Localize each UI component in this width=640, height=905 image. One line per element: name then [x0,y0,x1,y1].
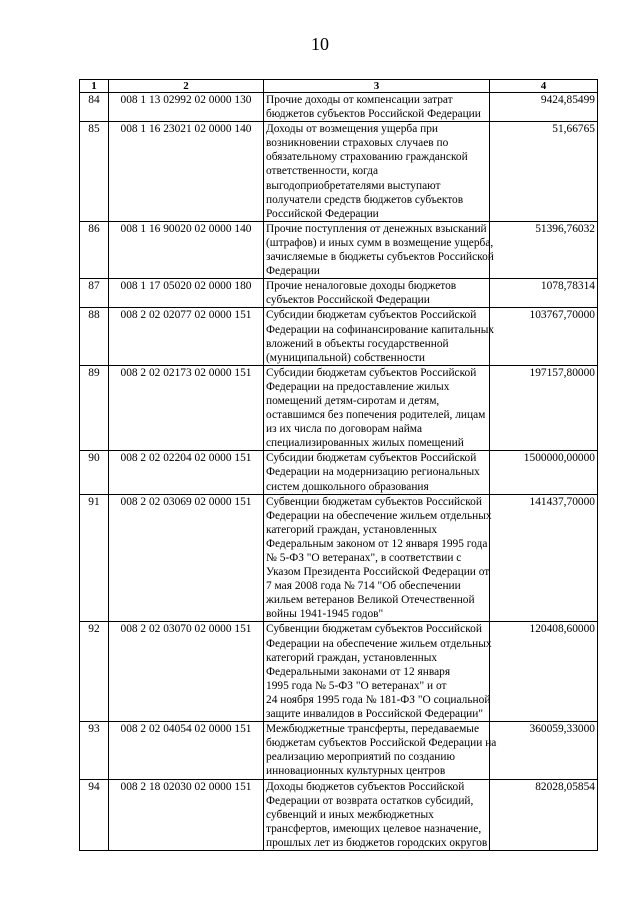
column-header-number: 1 [80,80,109,93]
amount: 1078,78314 [490,279,598,308]
description-line: Субсидии бюджетам субъектов Российской [266,366,477,379]
revenue-description [264,93,490,122]
table-body [80,93,598,851]
revenue-table [79,79,598,851]
page-number: 10 [311,34,329,54]
description-line: № 5-ФЗ "О ветеранах", в соответствии с [266,552,462,564]
amount: 103767,70000 [490,308,598,365]
description-line: субвенций и иных межбюджетных [266,808,434,821]
description-line: Субсидии бюджетам субъектов Российской [266,452,477,465]
amount: 82028,05854 [490,779,598,850]
revenue-description [264,779,490,850]
revenue-description [264,365,490,451]
description-line: Межбюджетные трансферты, передаваемые [266,723,480,736]
description-line: 1995 года № 5-ФЗ "О ветеранах" и от [266,679,447,692]
description-line: бюджетам субъектов Российской Федерации на [266,737,497,750]
column-header-amount: 4 [490,80,598,93]
row-number: 94 [80,779,109,850]
budget-classification-code: 008 1 13 02992 02 0000 130 [109,93,264,122]
table-row [80,365,598,451]
table-row [80,722,598,779]
budget-classification-code: 008 2 02 03069 02 0000 151 [109,494,264,622]
description-line: оставшимся без попечения родителей, лицам [266,409,486,422]
table-row [80,622,598,722]
description-line: получатели средств бюджетов субъектов [266,193,464,206]
description-line: (муниципальной) собственности [266,351,425,364]
revenue-description [264,308,495,365]
description-line: обязательному страхованию гражданской [266,151,468,164]
row-number: 90 [80,451,109,494]
budget-classification-code: 008 1 17 05020 02 0000 180 [109,279,264,308]
amount: 1500000,00000 [490,451,598,494]
description-line: вложений в объекты государственной [266,337,449,350]
description-line: категорий граждан, установленных [266,651,438,664]
row-number: 86 [80,221,109,278]
amount: 120408,60000 [490,622,598,722]
row-number: 91 [80,494,109,622]
table-row [80,221,598,278]
description-line: из их числа по договорам найма [266,423,422,436]
table-row [80,494,598,622]
row-number: 84 [80,93,109,122]
description-line: реализацию мероприятий по созданию [266,751,455,764]
description-line: жильем ветеранов Великой Отечественной [266,594,475,607]
amount: 51396,76032 [490,221,598,278]
revenue-description [264,122,490,222]
description-line: Субвенции бюджетам субъектов Российской [266,623,482,636]
amount: 197157,80000 [490,365,598,451]
table-row [80,451,598,494]
row-number: 89 [80,365,109,451]
description-line: Федерации на модернизацию региональных [266,466,480,479]
description-line: возникновении страховых случаев по [266,137,449,150]
budget-classification-code: 008 2 02 02204 02 0000 151 [109,451,264,494]
table-row [80,279,598,308]
description-line: Субсидии бюджетам субъектов Российской [266,309,477,322]
budget-classification-code: 008 2 02 03070 02 0000 151 [109,622,264,722]
row-number: 87 [80,279,109,308]
row-number: 88 [80,308,109,365]
table-header-row [80,80,598,93]
description-line: Доходы от возмещения ущерба при [266,123,438,136]
description-line: трансфертов, имеющих целевое назначение, [266,822,482,835]
description-line: Федерации на софинансирование капитальных [266,323,495,336]
budget-classification-code: 008 1 16 23021 02 0000 140 [109,122,264,222]
column-header-description: 3 [264,80,490,93]
description-line: инновационных культурных центров [266,765,446,778]
description-line: систем дошкольного образования [266,480,429,493]
description-line: бюджетов субъектов Российской Федерации [266,108,481,121]
description-line: Федерации на предоставление жилых [266,380,450,393]
revenue-description [264,494,490,622]
description-line: Федеральным законом от 12 января 1995 года [266,537,488,550]
description-line: войны 1941-1945 годов" [266,608,384,621]
amount: 141437,70000 [490,494,598,622]
description-line: Доходы бюджетов субъектов Российской [266,780,465,793]
description-line: специализированных жилых помещений [266,437,464,450]
table-row [80,779,598,850]
row-number: 92 [80,622,109,722]
budget-classification-code: 008 2 02 02173 02 0000 151 [109,365,264,451]
description-line: Федерации на обеспечение жильем отдельных [266,637,492,650]
description-line: Федерации на обеспечение жильем отдельных [266,509,492,522]
budget-classification-code: 008 2 02 02077 02 0000 151 [109,308,264,365]
description-line: Федеральными законами от 12 января [266,665,451,678]
description-line: выгодоприобретателями выступают [266,179,441,192]
table-row [80,122,598,222]
description-line: Федерации [266,265,320,278]
description-line: помещений детям-сиротам и детям, [266,394,440,407]
revenue-description [264,221,494,278]
budget-classification-code: 008 2 02 04054 02 0000 151 [109,722,264,779]
amount: 9424,85499 [490,93,598,122]
description-line: Прочие поступления от денежных взысканий [266,222,487,235]
description-line: Прочие доходы от компенсации затрат [266,94,453,106]
description-line: защите инвалидов в Российской Федерации" [266,708,484,721]
description-line: Прочие неналоговые доходы бюджетов [266,280,457,293]
description-line: ответственности, когда [266,165,379,178]
amount: 360059,33000 [490,722,598,779]
description-line: субъектов Российской Федерации [266,294,430,307]
table-row [80,93,598,122]
description-line: прошлых лет из бюджетов городских округов [266,836,488,849]
row-number: 93 [80,722,109,779]
description-line: категорий граждан, установленных [266,523,438,536]
description-line: зачисляемые в бюджеты субъектов Российской [266,251,494,264]
revenue-description [264,622,490,722]
description-line: Федерации от возврата остатков субсидий, [266,794,474,807]
budget-classification-code: 008 1 16 90020 02 0000 140 [109,221,264,278]
description-line: 24 ноября 1995 года № 181-ФЗ "О социальной [266,693,491,706]
description-line: 7 мая 2008 года № 714 "Об обеспечении [266,580,461,593]
description-line: (штрафов) и иных сумм в возмещение ущерба, [266,236,494,249]
budget-classification-code: 008 2 18 02030 02 0000 151 [109,779,264,850]
row-number: 85 [80,122,109,222]
description-line: Российской Федерации [266,207,379,220]
revenue-description [264,279,490,308]
column-header-code: 2 [109,80,264,93]
description-line: Субвенции бюджетам субъектов Российской [266,495,482,508]
amount: 51,66765 [490,122,598,222]
description-line: Указом Президента Российской Федерации от [266,566,490,579]
revenue-description [264,722,497,779]
revenue-description [264,451,490,494]
table-row [80,308,598,365]
